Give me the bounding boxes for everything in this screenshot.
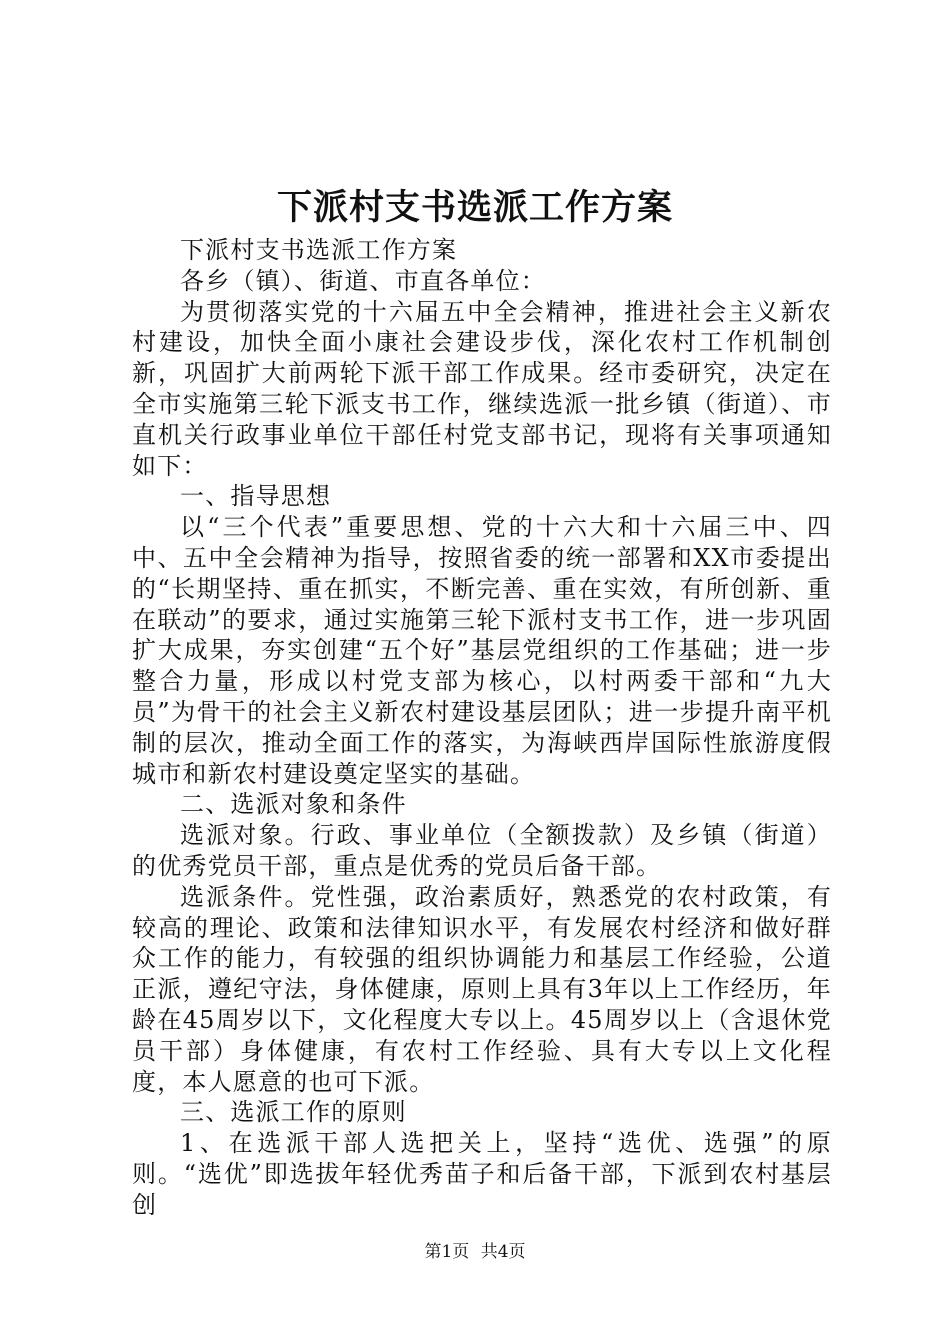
section-heading-guiding-thought: 一、指导思想 [180, 482, 332, 511]
paragraph-salutation: 各乡（镇）、街道、市直各单位： [180, 266, 546, 295]
paragraph-selection-targets: 选派对象。行政、事业单位（全额拨款）及乡镇（街道）的优秀党员干部，重点是优秀的党员后备干部。 [132, 821, 832, 880]
page-total: 共4页 [480, 1242, 526, 1262]
document-body [132, 235, 832, 1221]
paragraph-principle-1: 1、在选派干部人选把关上，坚持“选优、选强”的原则。“选优”即选拔年轻优秀苗子和后备干部，下派到农村基层创 [132, 1129, 832, 1219]
paragraph-guiding-thought: 以“三个代表”重要思想、党的十六大和十六届三中、四中、五中全会精神为指导，按照省委的统一部署和XX市委提出的“长期坚持、重在抓实，不断完善、重在实效，有所创新、重在联动”的要求，通过实施第三轮下派村支书工作，进一步巩固扩大成果，夯实创建“五个好”基层党组织的工作基础；进一步整合力量，形成以村党支部为核心，以村两委干部和“九大员”为骨干的社会主义新农村建设基层团队；进一步提升南平机制的层次，推动全面工作的落实，为海峡西岸国际性旅游度假城市和新农村建设奠定坚实的基础。 [132, 513, 832, 788]
document-title: 下派村支书选派工作方案 [276, 187, 673, 228]
page-number: 第1页 [424, 1242, 470, 1262]
section-heading-selection-targets: 二、选派对象和条件 [180, 790, 407, 819]
paragraph-intro: 为贯彻落实党的十六届五中全会精神，推进社会主义新农村建设，加快全面小康社会建设步伐，深化农村工作机制创新，巩固扩大前两轮下派干部工作成果。经市委研究，决定在全市实施第三轮下派支书工作，继续选派一批乡镇（街道）、市直机关行政事业单位干部任村党支部书记，现将有关事项通知如下： [132, 297, 832, 480]
section-heading-principles: 三、选派工作的原则 [180, 1098, 407, 1127]
page-footer [0, 1240, 950, 1264]
paragraph-selection-conditions: 选派条件。党性强，政治素质好，熟悉党的农村政策，有较高的理论、政策和法律知识水平，有发展农村经济和做好群众工作的能力，有较强的组织协调能力和基层工作经验，公道正派，遵纪守法，身体健康，原则上具有3年以上工作经历，年龄在45周岁以下，文化程度大专以上。45周岁以上（含退休党员干部）身体健康，有农村工作经验、具有大专以上文化程度，本人愿意的也可下派。 [132, 882, 832, 1096]
paragraph-heading-repeat: 下派村支书选派工作方案 [180, 236, 458, 264]
